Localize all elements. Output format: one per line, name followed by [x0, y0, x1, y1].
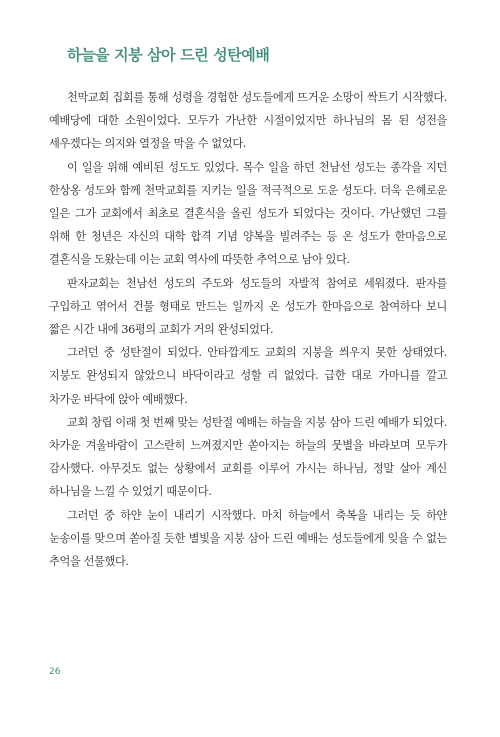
- paragraph-3: 판자교회는 천남선 성도의 주도와 성도들의 자발적 참여로 세워졌다. 판자를 구입하고 엮어서 건물 형태로 만드는 일까지 온 성도가 한마음으로 참여하다 보니 짧은 시간 내에 36평의 교회가 거의 완성되었다.: [49, 276, 447, 337]
- paragraph-1: 천막교회 집회를 통해 성령을 경험한 성도들에게 뜨거운 소망이 싹트기 시작했다. 예배당에 대한 소원이었다. 모두가 가난한 시절이었지만 하나님의 몸 된 성전을 세우겠다는 의지와 열정을 막을 수 없었다.: [49, 91, 447, 151]
- page-number: 26: [49, 667, 61, 677]
- paragraph-5: 교회 창립 이래 첫 번째 맞는 성탄절 예배는 하늘을 지붕 삼아 드린 예배가 되었다. 차가운 겨울바람이 고스란히 느껴졌지만 쏟아지는 하늘의 뭇별을 바라보며 모두가 감사했다. 아무것도 없는 상황에서 교회를 이루어 가시는 하나님, 정말 살아 계신 하나님을 느낄 수 있었기 때문이다.: [49, 415, 447, 499]
- chapter-title: 하늘을 지붕 삼아 드린 성탄예배: [67, 46, 270, 64]
- paragraph-2: 이 일을 위해 예비된 성도도 있었다. 목수 일을 하던 천남선 성도는 종각을 지던 한상옹 성도와 함께 천막교회를 지키는 일을 적극적으로 도운 성도다. 더욱 은혜로운 일은 그가 교회에서 최초로 결혼식을 올린 성도가 되었다는 것이다. 가난했던 그를 위해 한 청년은 자신의 대학 합격 기념 양복을 빌려주는 등 온 성도가 한마음으로 결혼식을 도왔는데 이는 교회 역사에 따뜻한 추억으로 남아 있다.: [49, 160, 447, 267]
- paragraph-4: 그러던 중 성탄절이 되었다. 안타깝게도 교회의 지붕을 씌우지 못한 상태였다. 지붕도 완성되지 않았으니 바닥이라고 성할 리 없었다. 급한 대로 가마니를 깔고 차가운 바닥에 앉아 예배했다.: [49, 346, 447, 406]
- body-text: [49, 86, 447, 573]
- paragraph-6: 그러던 중 하얀 눈이 내리기 시작했다. 마치 하늘에서 축복을 내리는 듯 하얀 눈송이를 맞으며 쏟아질 듯한 별빛을 지붕 삼아 드린 예배는 성도들에게 잊을 수 없는 추억을 선물했다.: [49, 508, 447, 569]
